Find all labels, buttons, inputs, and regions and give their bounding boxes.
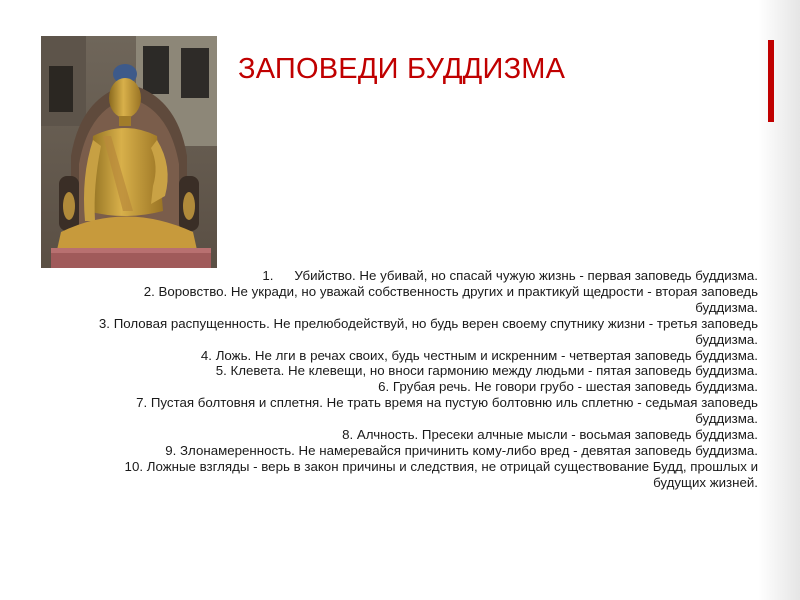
list-item-text: Ложь. Не лги в речах своих, будь честным и искренним - четвертая заповедь буддизма. xyxy=(215,347,758,363)
list-item-text: Клевета. Не клевещи, но вноси гармонию между людьми - пятая заповедь буддизма. xyxy=(230,363,758,379)
buddha-statue-illustration xyxy=(41,36,217,268)
buddha-statue-image xyxy=(41,36,217,268)
list-item-number: 1. xyxy=(262,268,274,283)
list-item xyxy=(96,268,758,284)
list-item-number: 5. xyxy=(215,363,227,379)
commandments-list xyxy=(96,268,758,491)
list-item-number: 3. xyxy=(98,315,110,331)
list-item-text: Алчность. Пресеки алчные мысли - восьмая заповедь буддизма. xyxy=(356,427,758,443)
list-item-text: Грубая речь. Не говори грубо - шестая заповедь буддизма. xyxy=(392,379,758,395)
list-item-number: 10. xyxy=(124,458,144,474)
list-item-text: Половая распущенность. Не прелюбодействуй, но будь верен своему спутнику жизни - третья заповедь буддизма. xyxy=(113,315,758,347)
list-item-text: Убийство. Не убивай, но спасай чужую жизнь - первая заповедь буддизма. xyxy=(294,268,758,283)
list-item xyxy=(96,284,758,316)
list-item-number: 4. xyxy=(200,347,212,363)
list-item-number: 8. xyxy=(342,427,354,443)
list-item xyxy=(96,459,758,491)
slide-title: ЗАПОВЕДИ БУДДИЗМА xyxy=(238,53,566,85)
list-item-number: 7. xyxy=(136,395,148,411)
list-item-text: Ложные взгляды - верь в закон причины и следствия, не отрицай существование Будд, прошлых и будущих жизней. xyxy=(146,458,758,490)
slide-edge-shadow xyxy=(758,0,800,600)
list-item xyxy=(96,443,758,459)
list-item-number: 9. xyxy=(165,442,177,458)
list-item xyxy=(96,316,758,348)
list-item xyxy=(96,379,758,395)
accent-bar xyxy=(768,40,774,122)
list-item-number: 6. xyxy=(378,379,390,395)
list-item-text: Воровство. Не укради, но уважай собственность других и практикуй щедрости - вторая заповедь буддизма. xyxy=(158,283,758,315)
list-item-text: Злонамеренность. Не намеревайся причинить кому-либо вред - девятая заповедь буддизма. xyxy=(180,442,758,458)
list-item xyxy=(96,427,758,443)
list-item xyxy=(96,395,758,427)
list-item-text: Пустая болтовня и сплетня. Не трать время на пустую болтовню иль сплетню - седьмая заповедь буддизма. xyxy=(150,395,758,427)
list-item-number: 2. xyxy=(143,283,155,299)
list-item xyxy=(96,348,758,364)
list-item xyxy=(96,363,758,379)
